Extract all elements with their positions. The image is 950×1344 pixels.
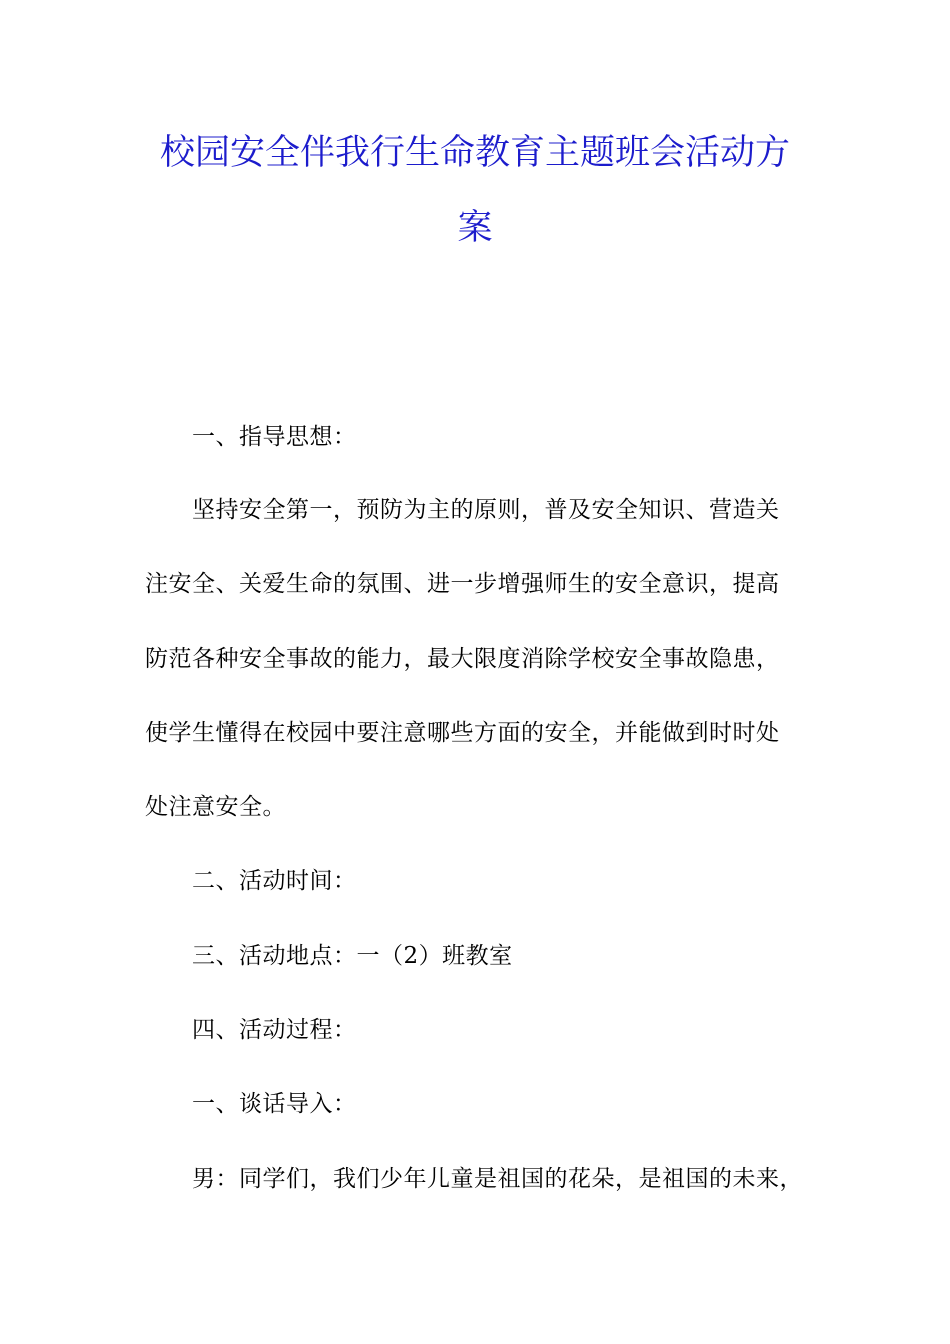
paragraph-line-4: 使学生懂得在校园中要注意哪些方面的安全，并能做到时时处 <box>145 720 780 746</box>
heading-guiding-thought: 一、指导思想： <box>192 424 357 450</box>
title-line-2: 案 <box>457 208 493 248</box>
paragraph-dialogue-line: 男：同学们，我们少年儿童是祖国的花朵，是祖国的未来， <box>192 1166 803 1192</box>
subheading-introduction: 一、谈话导入： <box>192 1091 357 1117</box>
paragraph-line-1: 坚持安全第一，预防为主的原则，普及安全知识、营造关 <box>192 497 780 523</box>
heading-activity-location: 三、活动地点：一（2）班教室 <box>192 943 513 969</box>
title-line-1: 校园安全伴我行生命教育主题班会活动方 <box>159 133 790 173</box>
paragraph-line-2: 注安全、关爱生命的氛围、进一步增强师生的安全意识，提高 <box>145 571 780 597</box>
heading-activity-time: 二、活动时间： <box>192 868 357 894</box>
paragraph-line-5: 处注意安全。 <box>145 794 286 820</box>
heading-activity-process: 四、活动过程： <box>192 1017 357 1043</box>
paragraph-line-3: 防范各种安全事故的能力，最大限度消除学校安全事故隐患， <box>145 646 780 672</box>
